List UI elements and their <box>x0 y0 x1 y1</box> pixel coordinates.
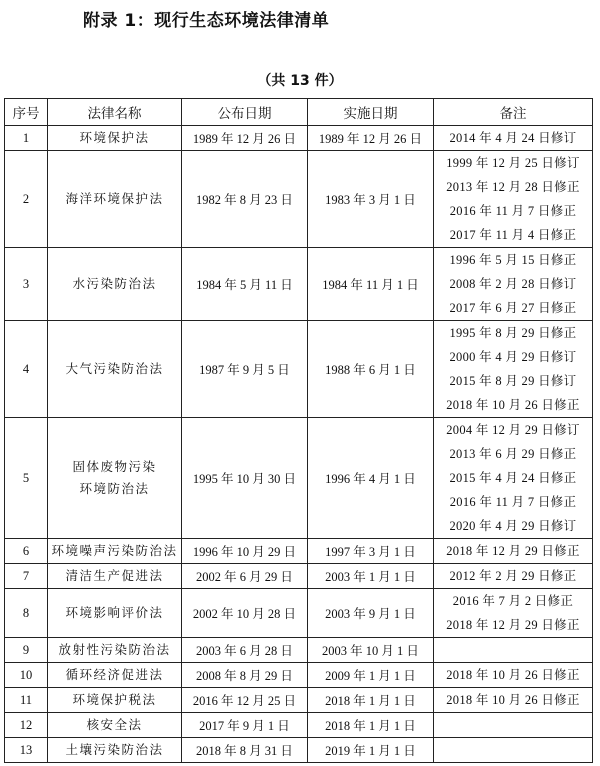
note-line: 2008 年 2 月 28 日修订 <box>449 277 577 291</box>
note-line: 1999 年 12 月 25 日修订 <box>446 156 580 170</box>
law-table <box>4 98 593 763</box>
cell-notes <box>434 564 593 589</box>
cell-notes <box>434 539 593 564</box>
table-row <box>5 126 593 151</box>
cell-no: 11 <box>5 688 48 713</box>
table-row <box>5 539 593 564</box>
note-line: 2017 年 11 月 4 日修正 <box>449 228 577 242</box>
cell-notes <box>434 688 593 713</box>
cell-published: 1982 年 8 月 23 日 <box>182 151 308 248</box>
note-line: 2018 年 12 月 29 日修正 <box>446 544 580 558</box>
cell-published: 1995 年 10 月 30 日 <box>182 418 308 539</box>
document-count: （共 13 件） <box>257 73 343 89</box>
note-line <box>437 713 589 737</box>
cell-notes <box>434 738 593 763</box>
cell-law-name <box>48 663 182 688</box>
note-line: 2013 年 12 月 28 日修正 <box>446 180 580 194</box>
note-line: 2016 年 11 月 7 日修正 <box>449 204 577 218</box>
law-name-line: 核安全法 <box>86 718 143 732</box>
table-body <box>5 126 593 763</box>
table-row <box>5 418 593 539</box>
cell-notes <box>434 663 593 688</box>
cell-published: 1989 年 12 月 26 日 <box>182 126 308 151</box>
cell-published: 2002 年 6 月 29 日 <box>182 564 308 589</box>
cell-published: 2008 年 8 月 29 日 <box>182 663 308 688</box>
cell-law-name <box>48 564 182 589</box>
cell-notes <box>434 638 593 663</box>
table-row <box>5 589 593 638</box>
cell-no: 13 <box>5 738 48 763</box>
cell-published: 2016 年 12 月 25 日 <box>182 688 308 713</box>
table-row <box>5 688 593 713</box>
law-name-line: 固体废物污染 <box>72 460 157 474</box>
cell-law-name <box>48 321 182 418</box>
cell-effective: 2003 年 1 月 1 日 <box>308 564 434 589</box>
law-name-line: 环境影响评价法 <box>65 606 164 620</box>
table-header-row <box>5 99 593 126</box>
note-line: 2018 年 10 月 26 日修正 <box>446 398 580 412</box>
cell-notes <box>434 589 593 638</box>
cell-effective: 1996 年 4 月 1 日 <box>308 418 434 539</box>
cell-effective: 2003 年 10 月 1 日 <box>308 638 434 663</box>
note-line: 2017 年 6 月 27 日修正 <box>449 301 577 315</box>
cell-no: 9 <box>5 638 48 663</box>
note-line: 2012 年 2 月 29 日修正 <box>449 569 577 583</box>
note-line: 2000 年 4 月 29 日修订 <box>449 350 577 364</box>
cell-published: 1984 年 5 月 11 日 <box>182 248 308 321</box>
law-name-line: 水污染防治法 <box>72 277 157 291</box>
table-row <box>5 321 593 418</box>
header-published: 公布日期 <box>182 99 308 126</box>
cell-law-name <box>48 713 182 738</box>
table-row <box>5 738 593 763</box>
law-name-line: 环境噪声污染防治法 <box>51 544 178 558</box>
cell-law-name <box>48 248 182 321</box>
note-line: 1995 年 8 月 29 日修正 <box>449 326 577 340</box>
cell-effective: 1984 年 11 月 1 日 <box>308 248 434 321</box>
header-name: 法律名称 <box>48 99 182 126</box>
law-name-line: 环境保护税法 <box>72 693 157 707</box>
header-no: 序号 <box>5 99 48 126</box>
cell-published: 2002 年 10 月 28 日 <box>182 589 308 638</box>
cell-no: 2 <box>5 151 48 248</box>
table-row <box>5 713 593 738</box>
law-name-line: 环境防治法 <box>79 482 150 496</box>
cell-effective: 2003 年 9 月 1 日 <box>308 589 434 638</box>
note-line: 2013 年 6 月 29 日修正 <box>449 447 577 461</box>
note-line: 2014 年 4 月 24 日修订 <box>449 131 577 145</box>
note-line: 2018 年 10 月 26 日修正 <box>446 668 580 682</box>
cell-law-name <box>48 688 182 713</box>
note-line: 2015 年 8 月 29 日修订 <box>449 374 577 388</box>
cell-no: 7 <box>5 564 48 589</box>
cell-effective: 1989 年 12 月 26 日 <box>308 126 434 151</box>
header-effective: 实施日期 <box>308 99 434 126</box>
table-row <box>5 638 593 663</box>
cell-notes <box>434 321 593 418</box>
note-line <box>437 638 589 662</box>
cell-effective: 1988 年 6 月 1 日 <box>308 321 434 418</box>
cell-law-name <box>48 738 182 763</box>
law-name-line: 大气污染防治法 <box>65 362 164 376</box>
cell-published: 2018 年 8 月 31 日 <box>182 738 308 763</box>
law-name-line: 土壤污染防治法 <box>65 743 164 757</box>
cell-law-name <box>48 126 182 151</box>
law-name-line: 环境保护法 <box>79 131 150 145</box>
law-name-line: 海洋环境保护法 <box>65 192 164 206</box>
table-row <box>5 151 593 248</box>
note-line: 2018 年 12 月 29 日修正 <box>446 618 580 632</box>
cell-notes <box>434 713 593 738</box>
note-line: 2016 年 11 月 7 日修正 <box>449 495 577 509</box>
note-line: 2016 年 7 月 2 日修正 <box>452 594 574 608</box>
note-line <box>437 738 589 762</box>
cell-no: 4 <box>5 321 48 418</box>
cell-law-name <box>48 151 182 248</box>
law-name-line: 清洁生产促进法 <box>65 569 164 583</box>
header-notes: 备注 <box>434 99 593 126</box>
cell-no: 1 <box>5 126 48 151</box>
cell-published: 1987 年 9 月 5 日 <box>182 321 308 418</box>
law-name-line: 循环经济促进法 <box>65 668 164 682</box>
cell-notes <box>434 151 593 248</box>
cell-effective: 2018 年 1 月 1 日 <box>308 688 434 713</box>
cell-no: 12 <box>5 713 48 738</box>
cell-effective: 1983 年 3 月 1 日 <box>308 151 434 248</box>
cell-no: 6 <box>5 539 48 564</box>
cell-no: 10 <box>5 663 48 688</box>
cell-effective: 2009 年 1 月 1 日 <box>308 663 434 688</box>
table-row <box>5 248 593 321</box>
cell-notes <box>434 126 593 151</box>
note-line: 2018 年 10 月 26 日修正 <box>446 693 580 707</box>
table-row <box>5 564 593 589</box>
note-line: 2004 年 12 月 29 日修订 <box>446 423 580 437</box>
cell-published: 1996 年 10 月 29 日 <box>182 539 308 564</box>
cell-published: 2017 年 9 月 1 日 <box>182 713 308 738</box>
cell-notes <box>434 418 593 539</box>
cell-no: 8 <box>5 589 48 638</box>
document-title: 附录 1：现行生态环境法律清单 <box>83 11 330 31</box>
cell-notes <box>434 248 593 321</box>
cell-law-name <box>48 589 182 638</box>
cell-published: 2003 年 6 月 28 日 <box>182 638 308 663</box>
law-name-line: 放射性污染防治法 <box>58 643 171 657</box>
cell-no: 3 <box>5 248 48 321</box>
table-row <box>5 663 593 688</box>
cell-law-name <box>48 418 182 539</box>
cell-law-name <box>48 539 182 564</box>
cell-law-name <box>48 638 182 663</box>
note-line: 2020 年 4 月 29 日修订 <box>449 519 577 533</box>
cell-no: 5 <box>5 418 48 539</box>
note-line: 2015 年 4 月 24 日修正 <box>449 471 577 485</box>
note-line: 1996 年 5 月 15 日修正 <box>449 253 577 267</box>
cell-effective: 2018 年 1 月 1 日 <box>308 713 434 738</box>
cell-effective: 2019 年 1 月 1 日 <box>308 738 434 763</box>
cell-effective: 1997 年 3 月 1 日 <box>308 539 434 564</box>
